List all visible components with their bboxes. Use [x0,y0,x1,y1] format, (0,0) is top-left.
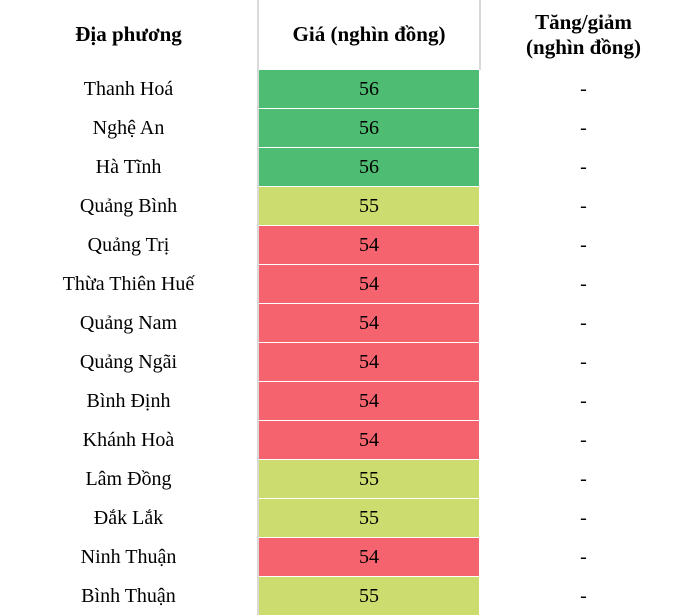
cell-change: - [480,70,686,109]
cell-region: Quảng Nam [0,304,258,343]
cell-region: Nghệ An [0,109,258,148]
cell-price: 54 [258,343,480,382]
cell-region: Quảng Trị [0,226,258,265]
column-header-change [480,1,686,70]
table-row [0,382,686,421]
header-row [0,1,686,70]
cell-region: Đắk Lắk [0,499,258,538]
cell-region: Bình Định [0,382,258,421]
cell-region: Quảng Bình [0,187,258,226]
cell-price: 56 [258,148,480,187]
cell-price: 54 [258,265,480,304]
table-row [0,304,686,343]
table-row [0,421,686,460]
cell-price: 54 [258,304,480,343]
cell-change: - [480,343,686,382]
cell-change: - [480,499,686,538]
cell-price: 56 [258,109,480,148]
cell-region: Khánh Hoà [0,421,258,460]
table-row [0,538,686,577]
table-row [0,187,686,226]
cell-change: - [480,460,686,499]
cell-change: - [480,109,686,148]
cell-price: 54 [258,421,480,460]
cell-change: - [480,148,686,187]
cell-change: - [480,265,686,304]
table-row [0,343,686,382]
column-header-region: Địa phương [0,1,258,70]
table-row [0,577,686,615]
cell-price: 55 [258,577,480,615]
cell-price: 54 [258,226,480,265]
cell-change: - [480,304,686,343]
column-header-change-line2: (nghìn đồng) [481,35,686,60]
cell-price: 55 [258,460,480,499]
cell-price: 54 [258,382,480,421]
column-header-change-line1: Tăng/giảm [481,10,686,35]
table-header [0,1,686,70]
cell-region: Ninh Thuận [0,538,258,577]
cell-change: - [480,226,686,265]
cell-price: 55 [258,499,480,538]
cell-change: - [480,187,686,226]
table-row [0,109,686,148]
cell-change: - [480,382,686,421]
column-header-price: Giá (nghìn đồng) [258,1,480,70]
table-row [0,460,686,499]
table-row [0,265,686,304]
cell-region: Hà Tĩnh [0,148,258,187]
cell-price: 54 [258,538,480,577]
cell-change: - [480,577,686,615]
table-row [0,148,686,187]
table-row [0,499,686,538]
table-row [0,70,686,109]
cell-region: Lâm Đồng [0,460,258,499]
table-body [0,70,686,615]
cell-price: 56 [258,70,480,109]
cell-price: 55 [258,187,480,226]
cell-region: Quảng Ngãi [0,343,258,382]
cell-region: Thanh Hoá [0,70,258,109]
cell-change: - [480,538,686,577]
cell-change: - [480,421,686,460]
table-row [0,226,686,265]
cell-region: Thừa Thiên Huế [0,265,258,304]
cell-region: Bình Thuận [0,577,258,615]
